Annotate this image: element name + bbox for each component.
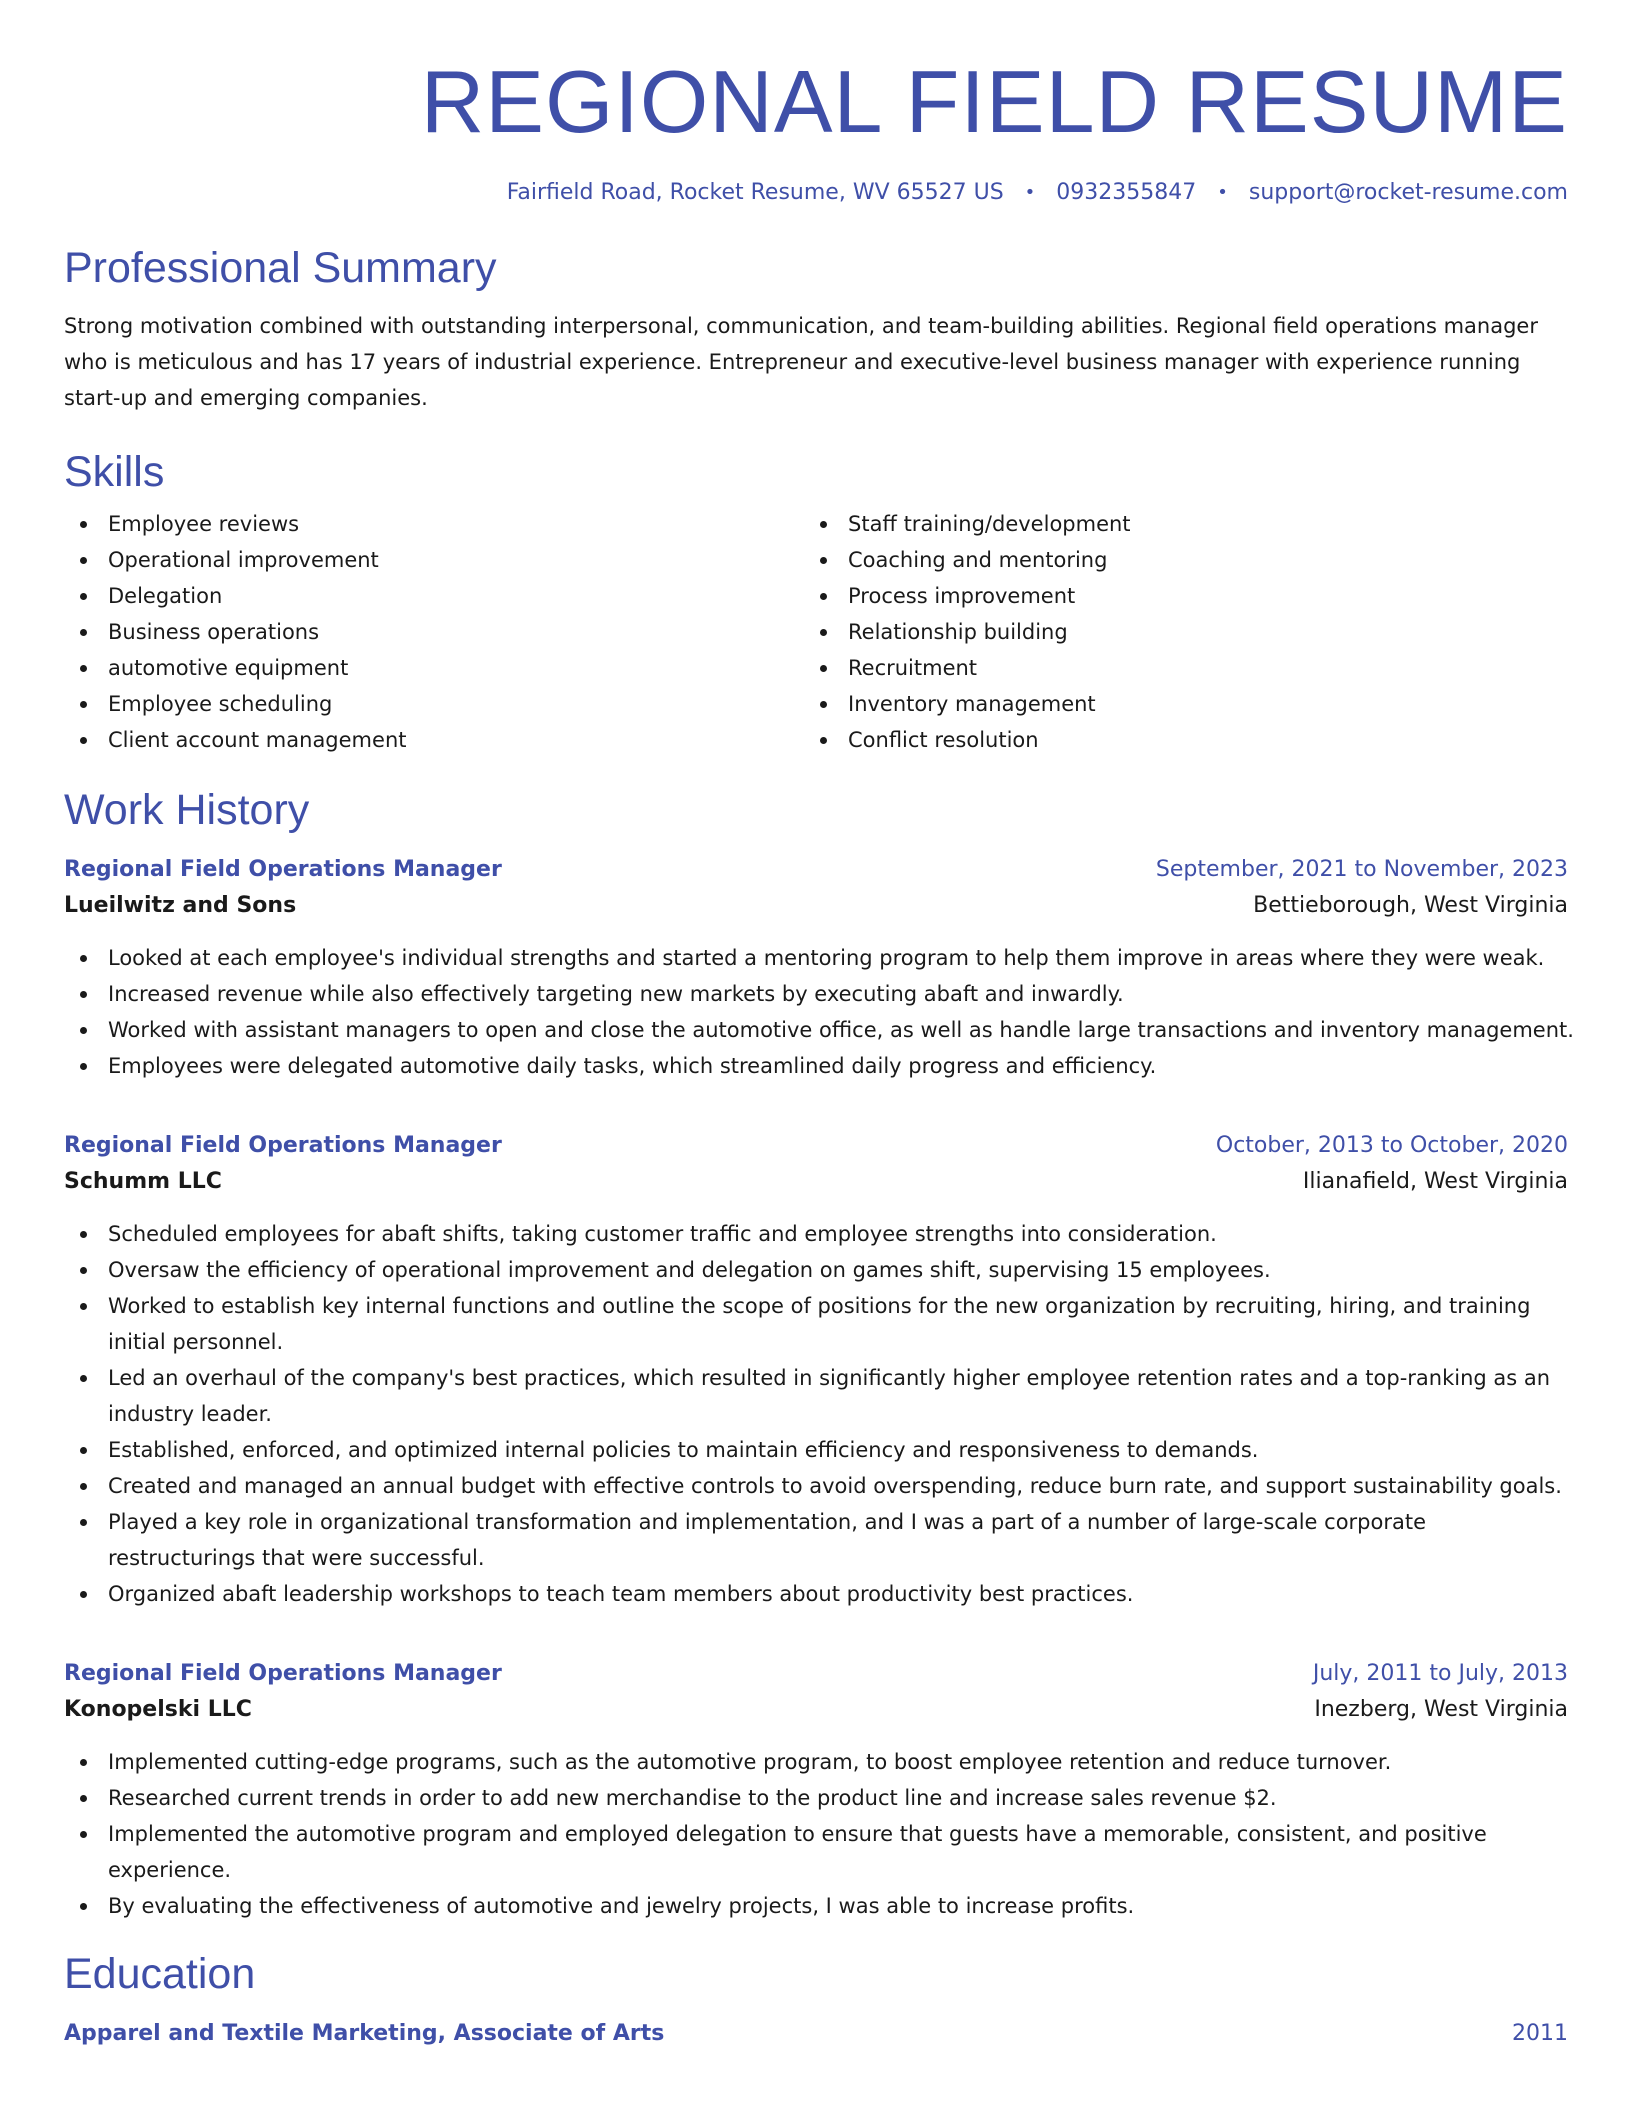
- skill-item: automotive equipment: [64, 650, 804, 686]
- job-bullets: [64, 940, 1574, 1084]
- job-bullets: [64, 1216, 1574, 1612]
- job-company-row: [64, 888, 1568, 924]
- skills-heading: Skills: [64, 448, 165, 496]
- job-bullet: Scheduled employees for abaft shifts, taking customer traffic and employee strengths into consideration.: [64, 1216, 1574, 1252]
- education-degree: Apparel and Textile Marketing, Associate of Arts: [64, 2021, 665, 2046]
- contact-separator: •: [1024, 182, 1036, 203]
- contact-email: support@rocket-resume.com: [1248, 180, 1568, 205]
- job-location: Inezberg, West Virginia: [1314, 1697, 1568, 1722]
- resume-name: REGIONAL FIELD RESUME: [420, 52, 1568, 151]
- work-history-section: [64, 784, 1574, 1924]
- job-dates: September, 2021 to November, 2023: [1155, 857, 1568, 882]
- job-bullet: Increased revenue while also effectively targeting new markets by executing abaft and inwardly.: [64, 976, 1574, 1012]
- job-bullet: Worked with assistant managers to open and close the automotive office, as well as handle large transactions and inventory management.: [64, 1012, 1574, 1048]
- job-title-row: [64, 1656, 1568, 1692]
- summary-heading: Professional Summary: [64, 244, 497, 292]
- job-bullets: [64, 1744, 1574, 1924]
- job-company: Konopelski LLC: [64, 1697, 252, 1722]
- job-title: Regional Field Operations Manager: [64, 1661, 502, 1686]
- summary-section: [64, 242, 1568, 416]
- skill-item: Recruitment: [804, 650, 1544, 686]
- skill-item: Employee reviews: [64, 506, 804, 542]
- job-dates: October, 2013 to October, 2020: [1215, 1133, 1568, 1158]
- skill-item: Coaching and mentoring: [804, 542, 1544, 578]
- skill-item: Employee scheduling: [64, 686, 804, 722]
- job-bullet: Implemented the automotive program and employed delegation to ensure that guests have a memorable, consistent, and positive experience.: [64, 1816, 1574, 1888]
- education-year: 2011: [1512, 2021, 1568, 2046]
- job-company-row: [64, 1164, 1568, 1200]
- job-bullet: Implemented cutting-edge programs, such as the automotive program, to boost employee retention and reduce turnover.: [64, 1744, 1574, 1780]
- job-bullet: Organized abaft leadership workshops to teach team members about productivity best practices.: [64, 1576, 1574, 1612]
- education-entry: [64, 2016, 1568, 2052]
- summary-text: Strong motivation combined with outstanding interpersonal, communication, and team-building abilities. Regional field operations manager who is meticulous and has 17 years of industrial experience. Entrepreneur and executive-level business manager with experience running start-up and emerging companies.: [64, 314, 1538, 410]
- job-bullet: Created and managed an annual budget with effective controls to avoid overspending, reduce burn rate, and support sustainability goals.: [64, 1468, 1574, 1504]
- job-title: Regional Field Operations Manager: [64, 857, 502, 882]
- job-title-row: [64, 1128, 1568, 1164]
- job-bullet: Worked to establish key internal functions and outline the scope of positions for the new organization by recruiting, hiring, and training initial personnel.: [64, 1288, 1574, 1360]
- skills-section: [64, 446, 1568, 758]
- contact-separator: •: [1217, 182, 1228, 203]
- job-dates: July, 2011 to July, 2013: [1312, 1661, 1568, 1686]
- job-bullet: Looked at each employee's individual strengths and started a mentoring program to help them improve in areas where they were weak.: [64, 940, 1574, 976]
- skill-item: Inventory management: [804, 686, 1544, 722]
- job-entry: [64, 852, 1574, 1084]
- job-bullet: Led an overhaul of the company's best practices, which resulted in significantly higher employee retention rates and a top-ranking as an industry leader.: [64, 1360, 1574, 1432]
- education-section: [64, 1948, 1568, 2052]
- job-bullet: By evaluating the effectiveness of automotive and jewelry projects, I was able to increase profits.: [64, 1888, 1574, 1924]
- skills-column-right: [804, 506, 1544, 758]
- skill-item: Conflict resolution: [804, 722, 1544, 758]
- skills-column-left: [64, 506, 804, 758]
- work-history-heading: Work History: [64, 786, 310, 834]
- job-location: Ilianafield, West Virginia: [1302, 1169, 1568, 1194]
- skill-item: Business operations: [64, 614, 804, 650]
- job-title-row: [64, 852, 1568, 888]
- skill-item: Process improvement: [804, 578, 1544, 614]
- job-bullet: Researched current trends in order to add new merchandise to the product line and increase sales revenue $2.: [64, 1780, 1574, 1816]
- job-company: Lueilwitz and Sons: [64, 893, 297, 918]
- resume-header: [64, 0, 1568, 208]
- skills-grid: [64, 506, 1568, 758]
- job-title: Regional Field Operations Manager: [64, 1133, 502, 1158]
- job-bullet: Played a key role in organizational transformation and implementation, and I was a part of a number of large-scale corporate restructurings that were successful.: [64, 1504, 1574, 1576]
- job-company-row: [64, 1692, 1568, 1728]
- job-bullet: Oversaw the efficiency of operational improvement and delegation on games shift, supervising 15 employees.: [64, 1252, 1574, 1288]
- skill-item: Operational improvement: [64, 542, 804, 578]
- skill-item: Client account management: [64, 722, 804, 758]
- education-heading: Education: [64, 1950, 256, 1998]
- contact-line: [64, 178, 1568, 208]
- skill-item: Relationship building: [804, 614, 1544, 650]
- job-entry: [64, 1656, 1568, 1924]
- job-bullet: Established, enforced, and optimized internal policies to maintain efficiency and responsiveness to demands.: [64, 1432, 1574, 1468]
- job-company: Schumm LLC: [64, 1169, 222, 1194]
- contact-address: Fairfield Road, Rocket Resume, WV 65527 US: [506, 180, 1004, 205]
- skill-item: Staff training/development: [804, 506, 1544, 542]
- skill-item: Delegation: [64, 578, 804, 614]
- job-location: Bettieborough, West Virginia: [1253, 893, 1568, 918]
- job-bullet: Employees were delegated automotive daily tasks, which streamlined daily progress and efficiency.: [64, 1048, 1574, 1084]
- job-entry: [64, 1128, 1568, 1612]
- contact-phone: 0932355847: [1056, 180, 1197, 205]
